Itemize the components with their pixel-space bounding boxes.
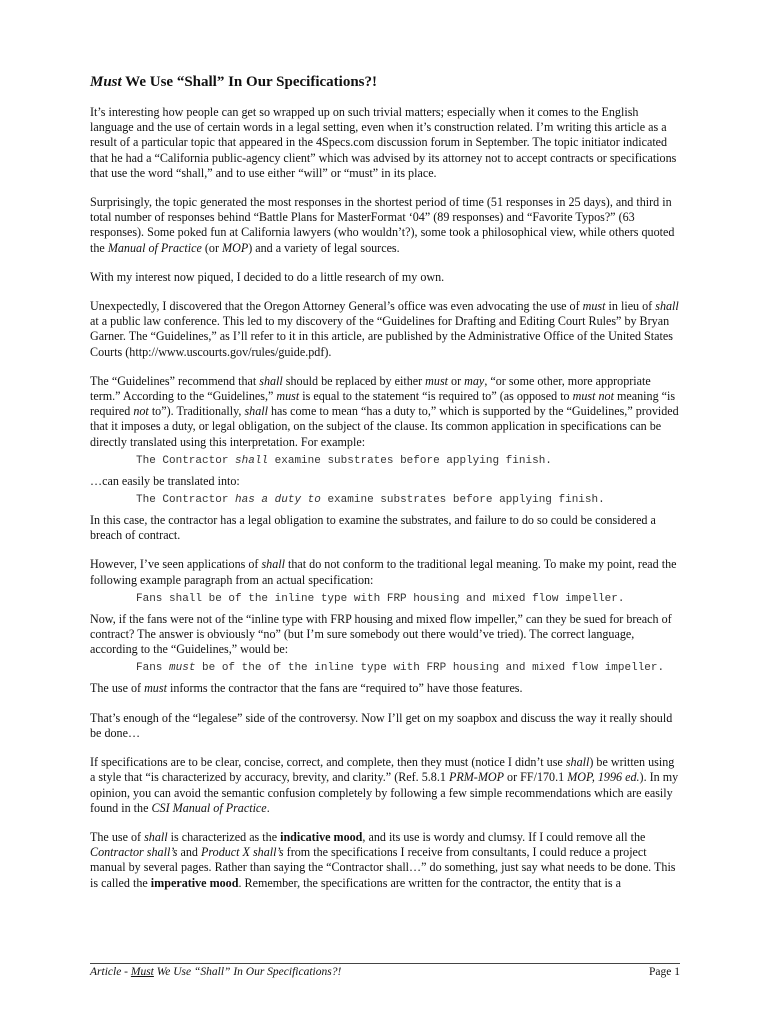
- paragraph-must-informs: The use of must informs the contractor that the fans are “required to” have those features.: [90, 681, 523, 696]
- paragraph-applications: However, I’ve seen applications of shall that do not conform to the traditional legal meaning. To make my point, read the following example paragraph from an actual specification:: [90, 557, 677, 587]
- article-body: [90, 74, 680, 905]
- code-example-duty: The Contractor has a duty to examine substrates before applying finish.: [136, 494, 605, 507]
- paragraph-clear-concise: If specifications are to be clear, concise, correct, and complete, then they must (notice I didn’t use shall) be written using a style that “is characterized by accuracy, brevity, and clarity.” (Ref. 5.8.1 PRM-MOP or FF/170.1 MOP, 1996 ed.). In my opinion, you can avoid the semantic confusion completely by following a few simple recommendations which are easily found in the CSI Manual of Practice.: [90, 755, 679, 815]
- paragraph-guidelines: The “Guidelines” recommend that shall should be replaced by either must or may, “or some other, more appropriate term.” According to the “Guidelines,” must is equal to the statement “is required to” (as opposed to must not meaning “is required not to”). Traditionally, shall has come to mean “has a duty to,” which is supported by the “Guidelines,” provided that it imposes a duty, or legal obligation, on the subject of the clause. Its common application in specifications can be directly translated using this interpretation. For example:: [90, 373, 679, 449]
- article-title: Must We Use “Shall” In Our Specifications?!: [90, 74, 377, 90]
- footer-page-number: Page 1: [649, 966, 680, 978]
- paragraph-legalese: That’s enough of the “legalese” side of the controversy. Now I’ll get on my soapbox and discuss the way it really should be done…: [90, 710, 673, 740]
- paragraph-breach: Now, if the fans were not of the “inline type with FRP housing and mixed flow impeller,” can they be sued for breach of contract? The answer is obviously “no” (but I’m sure somebody out there would’ve tried). The correct language, according to the “Guidelines,” would be:: [90, 611, 672, 657]
- paragraph-translated: …can easily be translated into:: [90, 473, 240, 488]
- footer-article-title: Article - Must We Use “Shall” In Our Specifications?!: [90, 966, 342, 978]
- paragraph-interest: With my interest now piqued, I decided to do a little research of my own.: [90, 269, 445, 284]
- paragraph-intro: It’s interesting how people can get so wrapped up on such trivial matters; especially when it comes to the English language and the use of certain words in a legal setting, even when it’s construction related. I’m writing this article as a result of a particular topic that appeared in the 4Specs.com discussion forum in September. The topic initiator indicated that he had a “California public-agency client” which was advised by its attorney not to accept contracts or specifications that use the word “shall,” and to use either “will” or “must” in its place.: [90, 105, 677, 180]
- page-footer: [90, 963, 680, 978]
- paragraph-indicative-mood: The use of shall is characterized as the indicative mood, and its use is wordy and clumsy. If I could remove all the Contractor shall’s and Product X shall’s from the specifications I receive from consultants, I could reduce a project manual by several pages. Rather than saying the “Contractor shall…” do something, just say what needs to be done. This is called the imperative mood. Remember, the specifications are written for the contractor, the entity that is a: [90, 829, 676, 890]
- paragraph-obligation: In this case, the contractor has a legal obligation to examine the substrates, and failure to do so could be considered a breach of contract.: [90, 513, 656, 543]
- code-example-fans-shall: Fans shall be of the inline type with FRP housing and mixed flow impeller.: [136, 592, 625, 605]
- code-example-shall: The Contractor shall examine substrates before applying finish.: [136, 454, 552, 467]
- code-example-fans-must: Fans must be of the of the inline type with FRP housing and mixed flow impeller.: [136, 662, 665, 675]
- paragraph-responses: Surprisingly, the topic generated the most responses in the shortest period of time (51 responses in 25 days), and third in total number of responses behind “Battle Plans for MasterFormat ‘04” (89 responses) and “Favorite Typos?” (63 responses). Some poked fun at California lawyers (who wouldn’t?), some took a philosophical view, while others quoted the Manual of Practice (or MOP) and a variety of legal sources.: [90, 195, 675, 255]
- paragraph-oregon: Unexpectedly, I discovered that the Oregon Attorney General’s office was even advocating the use of must in lieu of shall at a public law conference. This led to my discovery of the “Guidelines for Drafting and Editing Court Rules” by Bryan Garner. The “Guidelines,” as I’ll refer to it in this article, are published by the Administrative Office of the United States Courts (http://www.uscourts.gov/rules/guide.pdf).: [90, 299, 679, 359]
